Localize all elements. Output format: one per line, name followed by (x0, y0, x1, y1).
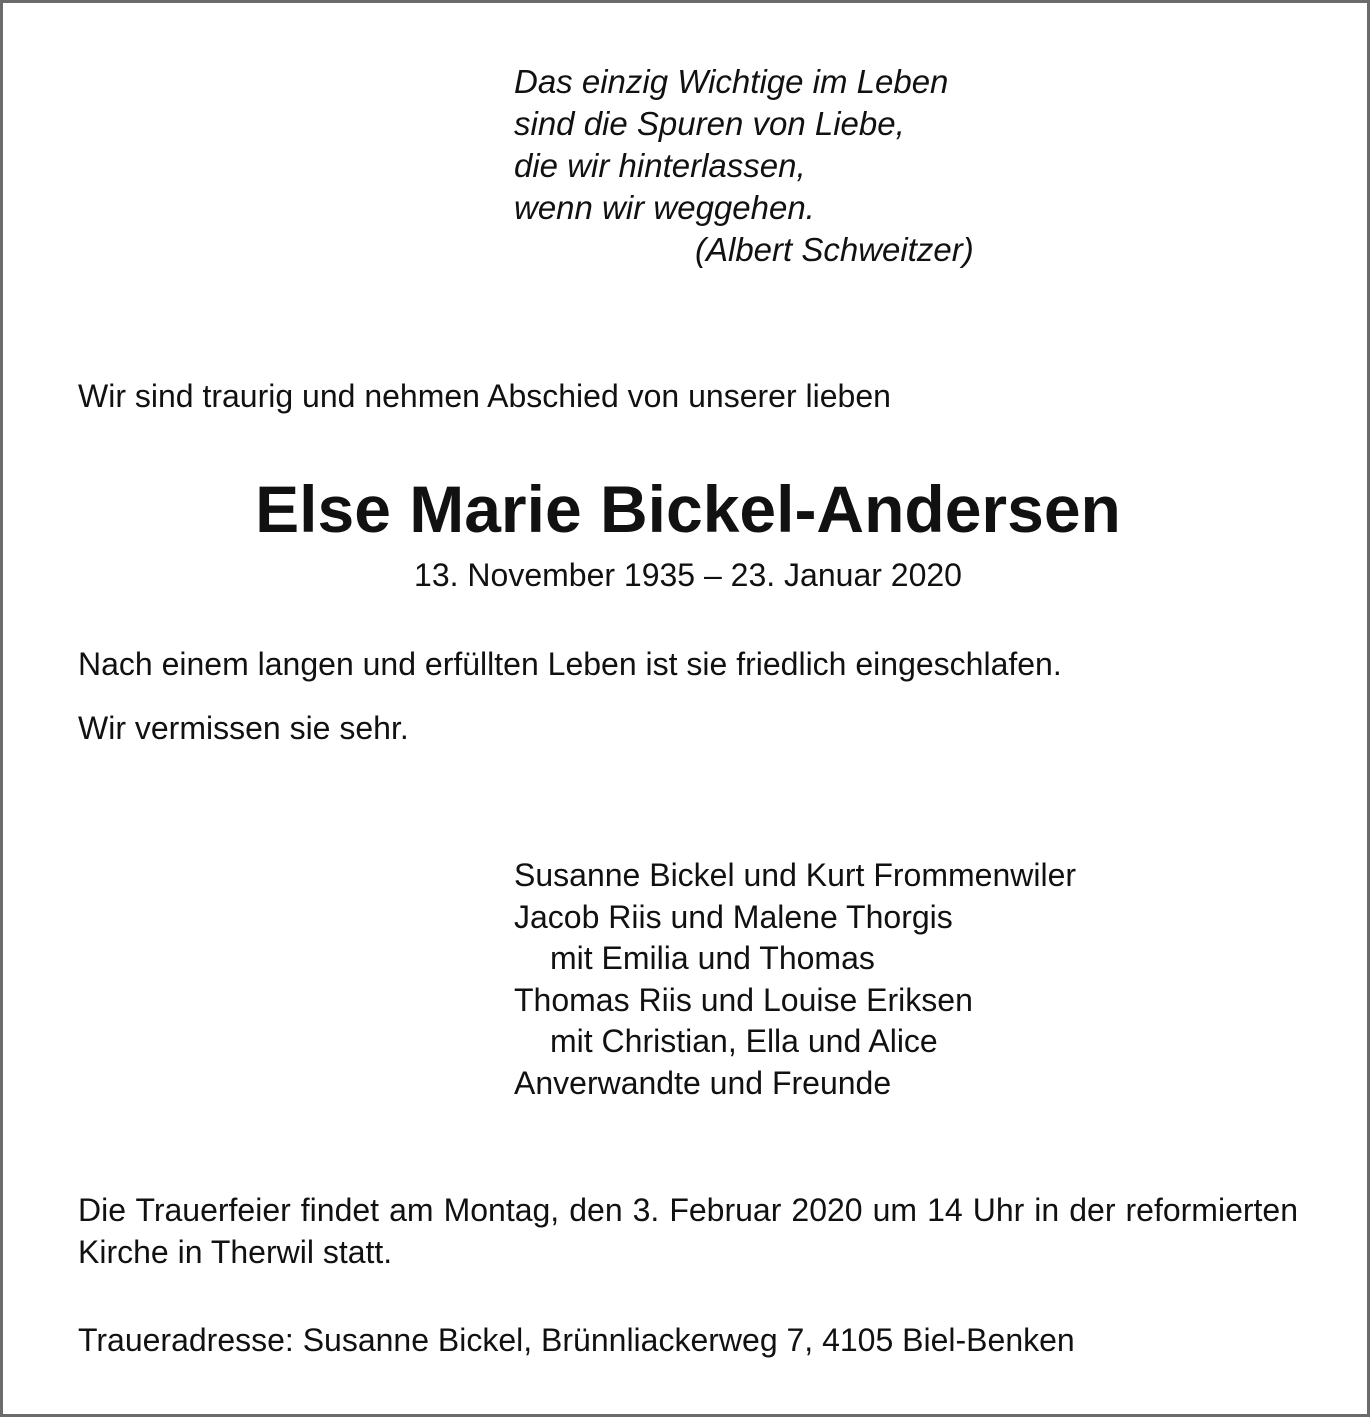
mourning-address: Traueradresse: Susanne Bickel, Brünnliackerweg 7, 4105 Biel-Benken (78, 1322, 1075, 1358)
deceased-name: Else Marie Bickel-Andersen (255, 472, 1121, 546)
mourner-line: Jacob Riis und Malene Thorgis (514, 898, 953, 935)
paragraph: Nach einem langen und erfüllten Leben ist sie friedlich eingeschlafen. (78, 646, 1062, 682)
mourner-line: mit Christian, Ella und Alice (550, 1023, 938, 1060)
quote-line: sind die Spuren von Liebe, (514, 105, 905, 142)
mourners-list (514, 855, 1076, 1105)
quote-line: wenn wir weggehen. (514, 189, 815, 226)
mourner-line: mit Emilia und Thomas (550, 940, 875, 977)
intro-text: Wir sind traurig und nehmen Abschied von unserer lieben (78, 378, 891, 414)
epigraph-quote (514, 61, 974, 271)
quote-line: Das einzig Wichtige im Leben (514, 63, 949, 100)
mourner-line: Susanne Bickel und Kurt Frommenwiler (514, 857, 1077, 893)
ceremony-info: Die Trauerfeier findet am Montag, den 3. Februar 2020 um 14 Uhr in der reformierten Kirche in Therwil statt. (78, 1192, 1298, 1270)
mourner-line: Thomas Riis und Louise Eriksen (514, 981, 973, 1018)
paragraph: Wir vermissen sie sehr. (78, 710, 409, 746)
quote-author: (Albert Schweitzer) (695, 231, 974, 268)
life-dates: 13. November 1935 – 23. Januar 2020 (414, 557, 962, 593)
quote-line: die wir hinterlassen, (514, 147, 806, 184)
mourner-line: Anverwandte und Freunde (514, 1064, 892, 1101)
